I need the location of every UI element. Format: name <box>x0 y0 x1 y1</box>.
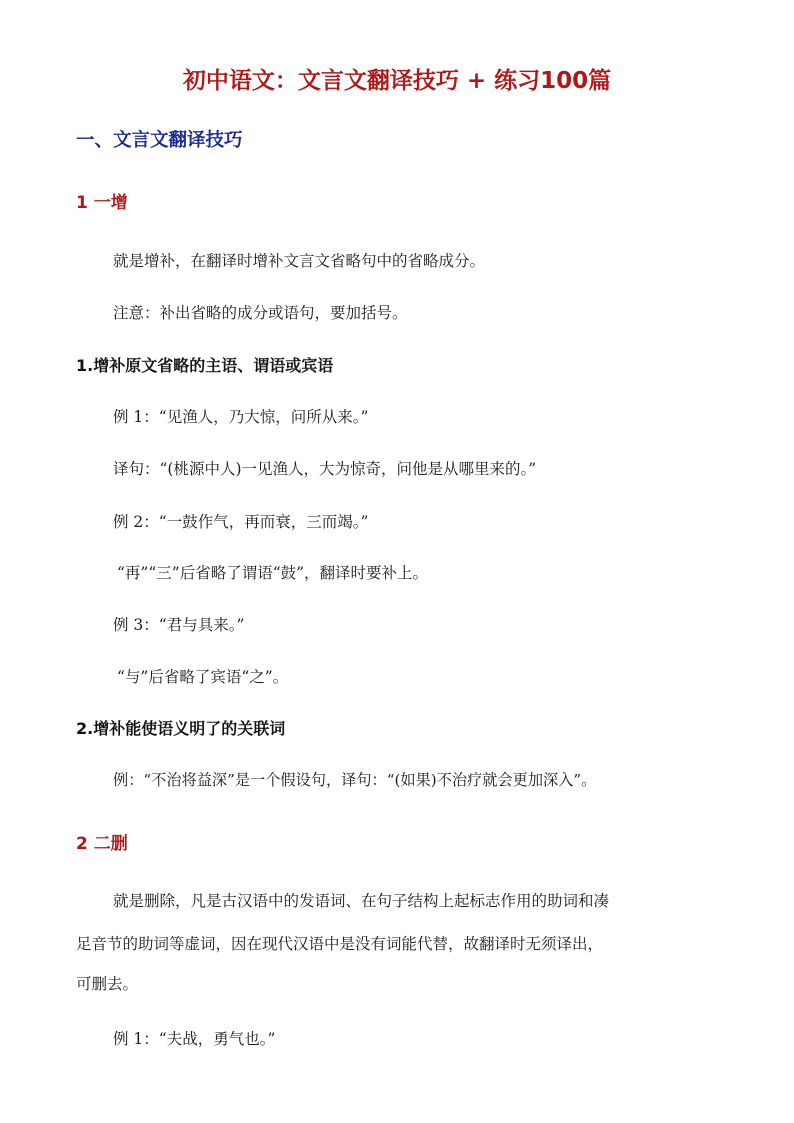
example-2: 例 2：“一鼓作气，再而衰，三而竭。” <box>113 513 369 531</box>
example-2-note: “再”“三”后省略了谓语“鼓”，翻译时要补上。 <box>117 564 429 582</box>
part-heading-delete: 2 二删 <box>76 834 128 854</box>
delete-paragraph-line-1: 就是删除，凡是古汉语中的发语词、在句子结构上起标志作用的助词和凑 <box>113 892 610 910</box>
part-heading-add: 1 一增 <box>76 193 128 213</box>
example-3: 例 3：“君与具来。” <box>113 616 245 634</box>
delete-paragraph-line-3: 可删去。 <box>76 975 139 993</box>
example-1-translation: 译句：“(桃源中人)一见渔人，大为惊奇，问他是从哪里来的。” <box>113 460 537 478</box>
note-text: 注意：补出省略的成分或语句，要加括号。 <box>113 304 408 322</box>
page-title: 初中语文：文言文翻译技巧 + 练习100篇 <box>182 68 612 94</box>
example-3-note: “与”后省略了宾语“之”。 <box>117 668 289 686</box>
subheading-add-subject-predicate-object: 1.增补原文省略的主语、谓语或宾语 <box>76 356 334 375</box>
delete-example-1: 例 1：“夫战，勇气也。” <box>113 1030 276 1048</box>
section-heading-translation-tips: 一、文言文翻译技巧 <box>76 130 243 151</box>
conjunction-example: 例：“不治将益深”是一个假设句，译句：“(如果)不治疗就会更加深入”。 <box>113 771 597 789</box>
example-1: 例 1：“见渔人，乃大惊，问所从来。” <box>113 408 369 426</box>
definition-text: 就是增补，在翻译时增补文言文省略句中的省略成分。 <box>113 252 486 270</box>
subheading-add-conjunctions: 2.增补能使语义明了的关联词 <box>76 719 286 738</box>
delete-paragraph-line-2: 足音节的助词等虚词，因在现代汉语中是没有词能代替，故翻译时无须译出， <box>76 935 604 953</box>
